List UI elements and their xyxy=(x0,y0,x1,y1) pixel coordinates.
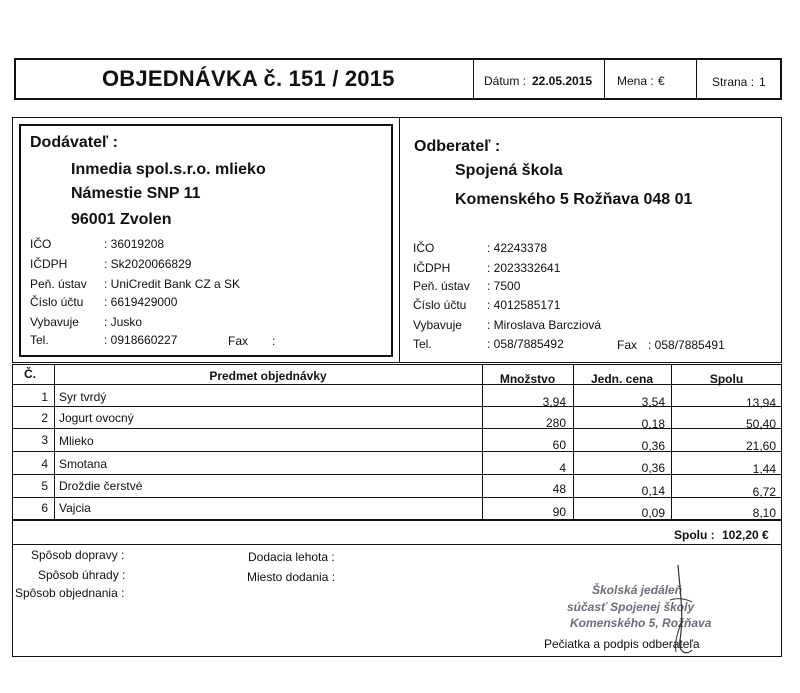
page-label: Strana : xyxy=(712,75,755,89)
supplier-heading: Dodávateľ : xyxy=(30,134,118,151)
sum-label: Spolu : xyxy=(674,528,715,542)
supplier-ico-value: : 36019208 xyxy=(104,237,165,251)
delivery-term-label: Dodacia lehota : xyxy=(248,550,335,564)
row-number: 6 xyxy=(41,501,48,515)
supplier-fax-value: : xyxy=(272,334,276,348)
customer-address: Komenského 5 Rožňava 048 01 xyxy=(455,191,693,208)
row-quantity: 90 xyxy=(552,505,566,519)
date-label: Dátum : xyxy=(484,74,527,88)
customer-bank-label: Peň. ústav xyxy=(413,279,470,293)
row-total: 8,10 xyxy=(752,506,776,520)
date-value: 22.05.2015 xyxy=(532,74,593,88)
customer-ico-value: : 42243378 xyxy=(487,241,548,255)
row-item: Vajcia xyxy=(59,501,91,515)
row-quantity: 4 xyxy=(559,461,566,475)
supplier-street: Námestie SNP 11 xyxy=(71,185,201,202)
document-title: OBJEDNÁVKA č. 151 / 2015 xyxy=(102,66,395,91)
customer-name: Spojená škola xyxy=(455,162,563,179)
row-unit-price: 0,09 xyxy=(641,506,665,520)
customer-contact-value: : Miroslava Barcziová xyxy=(487,318,602,332)
customer-fax-value: : 058/7885491 xyxy=(648,338,725,352)
row-total: 1,44 xyxy=(752,462,776,476)
supplier-tel-label: Tel. xyxy=(30,333,49,347)
row-number: 4 xyxy=(41,457,48,471)
col-header-total: Spolu xyxy=(709,372,744,386)
row-total: 6,72 xyxy=(752,485,776,499)
row-item: Mlieko xyxy=(59,434,94,448)
customer-account-value: : 4012585171 xyxy=(487,298,561,312)
col-header-number: Č. xyxy=(24,367,36,381)
supplier-name: Inmedia spol.s.r.o. mlieko xyxy=(71,161,266,178)
row-total: 50,40 xyxy=(745,417,776,431)
supplier-icdph-value: : Sk2020066829 xyxy=(104,257,192,271)
customer-bank-value: : 7500 xyxy=(487,279,521,293)
row-item: Smotana xyxy=(59,457,108,471)
supplier-account-label: Číslo účtu xyxy=(30,295,84,309)
currency-value: € xyxy=(658,74,665,88)
supplier-contact-label: Vybavuje xyxy=(30,315,79,329)
row-total: 13,94 xyxy=(745,396,776,410)
customer-account-label: Číslo účtu xyxy=(413,298,467,312)
supplier-bank-label: Peň. ústav xyxy=(30,277,87,291)
row-item: Syr tvrdý xyxy=(59,390,107,404)
col-header-unit-price: Jedn. cena xyxy=(590,372,654,386)
sum-value: 102,20 € xyxy=(722,528,769,542)
row-quantity: 280 xyxy=(545,416,566,430)
supplier-fax-label: Fax xyxy=(228,334,249,348)
ordering-label: Spôsob objednania : xyxy=(15,586,125,600)
row-unit-price: 0,18 xyxy=(641,417,665,431)
row-unit-price: 3,54 xyxy=(641,395,665,409)
delivery-place-label: Miesto dodania : xyxy=(247,570,336,584)
signature-label: Pečiatka a podpis odberateľa xyxy=(544,637,700,651)
row-number: 2 xyxy=(41,411,48,425)
stamp-line-1: Školská jedáleň xyxy=(592,583,683,597)
supplier-bank-value: : UniCredit Bank CZ a SK xyxy=(104,277,241,291)
row-unit-price: 0,36 xyxy=(641,439,665,453)
supplier-city: 96001 Zvolen xyxy=(71,211,172,228)
row-number: 5 xyxy=(41,479,48,493)
row-unit-price: 0,14 xyxy=(641,484,665,498)
stamp-line-2: súčasť Spojenej školy xyxy=(567,600,695,614)
supplier-account-value: : 6619429000 xyxy=(104,295,178,309)
row-number: 3 xyxy=(41,433,48,447)
transport-label: Spôsob dopravy : xyxy=(31,548,125,562)
row-item: Jogurt ovocný xyxy=(59,411,134,425)
col-header-item: Predmet objednávky xyxy=(209,369,327,383)
row-quantity: 3,94 xyxy=(542,395,566,409)
col-header-quantity: Množstvo xyxy=(499,372,556,386)
payment-label: Spôsob úhrady : xyxy=(38,568,126,582)
customer-heading: Odberateľ : xyxy=(414,138,501,155)
row-quantity: 48 xyxy=(552,482,566,496)
stamp-line-3: Komenského 5, Rožňava xyxy=(570,616,712,630)
supplier-ico-label: IČO xyxy=(30,237,52,251)
supplier-icdph-label: IČDPH xyxy=(30,257,68,271)
supplier-contact-value: : Jusko xyxy=(104,315,143,329)
customer-contact-label: Vybavuje xyxy=(413,318,462,332)
row-item: Droždie čerstvé xyxy=(59,479,143,493)
supplier-tel-value: : 0918660227 xyxy=(104,333,178,347)
row-quantity: 60 xyxy=(552,438,566,452)
row-unit-price: 0,36 xyxy=(641,461,665,475)
page-value: 1 xyxy=(759,75,766,89)
customer-icdph-value: : 2023332641 xyxy=(487,261,561,275)
row-number: 1 xyxy=(41,390,48,404)
customer-ico-label: IČO xyxy=(413,241,435,255)
customer-tel-label: Tel. xyxy=(413,337,432,351)
currency-label: Mena : xyxy=(617,74,654,88)
customer-icdph-label: IČDPH xyxy=(413,261,451,275)
customer-tel-value: : 058/7885492 xyxy=(487,337,564,351)
customer-fax-label: Fax xyxy=(617,338,638,352)
row-total: 21,60 xyxy=(745,439,776,453)
